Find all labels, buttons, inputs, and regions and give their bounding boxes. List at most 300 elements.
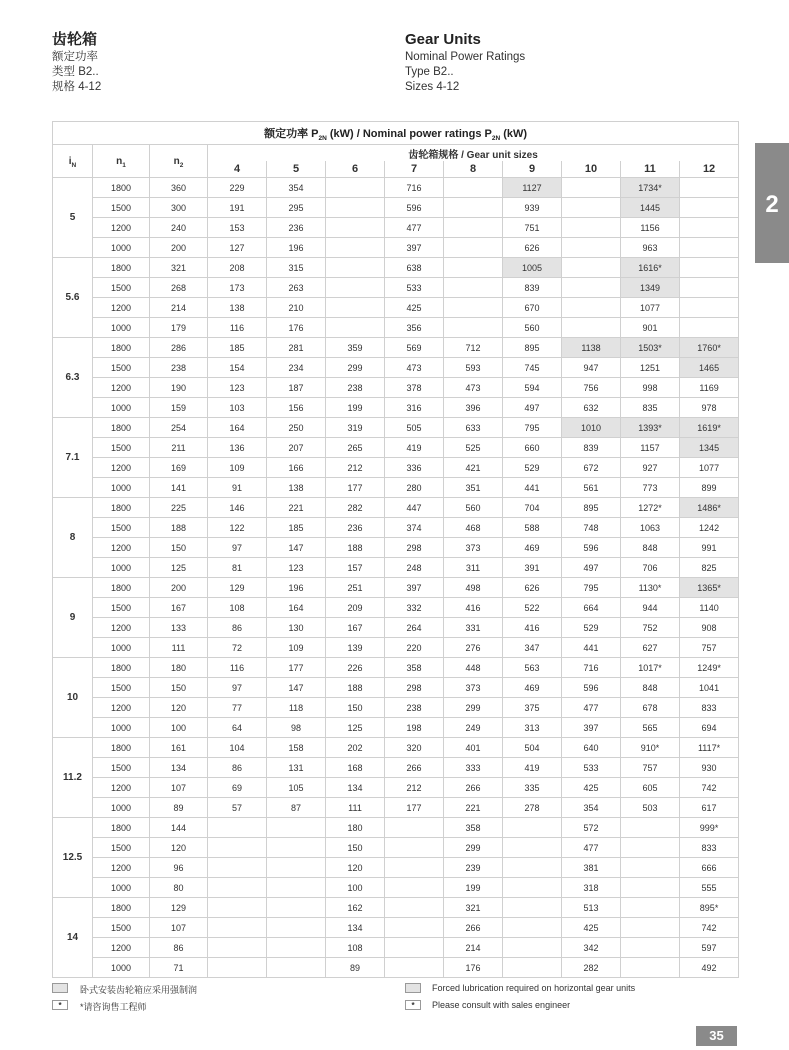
power-cell: 164 xyxy=(267,598,326,618)
power-cell: 299 xyxy=(444,698,503,718)
col-header-n2: $n_2$ xyxy=(150,145,208,178)
power-cell: 477 xyxy=(562,698,621,718)
n2-cell: 225 xyxy=(150,498,208,518)
size-header: 5 xyxy=(267,161,326,178)
col-header-in: $i_N$ xyxy=(53,145,93,178)
table-row xyxy=(53,758,739,778)
power-cell xyxy=(208,918,267,938)
power-cell: 497 xyxy=(562,558,621,578)
n1-cell: 1200 xyxy=(93,378,150,398)
power-cell: 833 xyxy=(680,698,739,718)
ratio-cell: 5.6 xyxy=(53,258,93,338)
power-cell: 122 xyxy=(208,518,267,538)
power-cell: 839 xyxy=(562,438,621,458)
power-cell: 477 xyxy=(562,838,621,858)
power-cell: 448 xyxy=(444,658,503,678)
power-cell: 504 xyxy=(503,738,562,758)
power-cell: 116 xyxy=(208,318,267,338)
power-cell: 397 xyxy=(562,718,621,738)
power-cell: 1393* xyxy=(621,418,680,438)
power-cell: 147 xyxy=(267,538,326,558)
power-cell xyxy=(385,898,444,918)
legend-cn-gray: 卧式安装齿轮箱应采用强制润 xyxy=(80,985,198,995)
power-ratings-table xyxy=(52,121,739,978)
power-cell xyxy=(621,958,680,978)
power-cell: 266 xyxy=(385,758,444,778)
power-cell: 441 xyxy=(562,638,621,658)
n1-cell: 1200 xyxy=(93,778,150,798)
power-cell: 773 xyxy=(621,478,680,498)
n2-cell: 141 xyxy=(150,478,208,498)
power-cell: 105 xyxy=(267,778,326,798)
power-cell xyxy=(562,278,621,298)
power-cell: 123 xyxy=(267,558,326,578)
header-english xyxy=(405,30,525,95)
power-cell xyxy=(503,938,562,958)
legend-en-star: Please consult with sales engineer xyxy=(432,1000,571,1010)
power-cell: 123 xyxy=(208,378,267,398)
power-cell: 91 xyxy=(208,478,267,498)
power-cell xyxy=(326,198,385,218)
n2-cell: 211 xyxy=(150,438,208,458)
power-cell: 318 xyxy=(562,878,621,898)
power-cell: 670 xyxy=(503,298,562,318)
power-cell: 131 xyxy=(267,758,326,778)
table-title: 额定功率 $P_{2N}$ (kW) / Nominal power ratings $P_{2N}$ (kW) xyxy=(53,122,739,145)
table-row xyxy=(53,678,739,698)
power-cell: 281 xyxy=(267,338,326,358)
power-cell: 234 xyxy=(267,358,326,378)
power-cell: 910* xyxy=(621,738,680,758)
power-cell: 177 xyxy=(326,478,385,498)
power-cell: 835 xyxy=(621,398,680,418)
power-cell: 238 xyxy=(385,698,444,718)
n1-cell: 1500 xyxy=(93,358,150,378)
power-cell: 342 xyxy=(562,938,621,958)
power-cell: 320 xyxy=(385,738,444,758)
power-cell: 529 xyxy=(503,458,562,478)
n2-cell: 167 xyxy=(150,598,208,618)
power-cell: 103 xyxy=(208,398,267,418)
n2-cell: 120 xyxy=(150,838,208,858)
power-cell: 533 xyxy=(385,278,444,298)
power-cell xyxy=(562,238,621,258)
n2-cell: 169 xyxy=(150,458,208,478)
power-cell: 358 xyxy=(444,818,503,838)
n1-cell: 1000 xyxy=(93,798,150,818)
power-cell: 626 xyxy=(503,238,562,258)
power-cell: 908 xyxy=(680,618,739,638)
power-cell: 298 xyxy=(385,538,444,558)
table-row xyxy=(53,258,739,278)
power-cell: 391 xyxy=(503,558,562,578)
power-cell: 108 xyxy=(326,938,385,958)
power-cell: 441 xyxy=(503,478,562,498)
table-row xyxy=(53,318,739,338)
power-cell: 640 xyxy=(562,738,621,758)
power-cell xyxy=(208,818,267,838)
size-header: 9 xyxy=(503,161,562,178)
power-cell: 100 xyxy=(326,878,385,898)
power-cell: 118 xyxy=(267,698,326,718)
power-cell: 939 xyxy=(503,198,562,218)
power-cell: 188 xyxy=(326,678,385,698)
power-cell: 416 xyxy=(444,598,503,618)
n1-cell: 1000 xyxy=(93,478,150,498)
n1-cell: 1500 xyxy=(93,198,150,218)
power-cell: 321 xyxy=(444,898,503,918)
legend-gray-swatch-en xyxy=(405,983,421,993)
power-cell xyxy=(680,178,739,198)
power-cell: 188 xyxy=(326,538,385,558)
section-tab: 2 xyxy=(755,143,789,263)
power-cell: 839 xyxy=(503,278,562,298)
n2-cell: 100 xyxy=(150,718,208,738)
power-cell: 315 xyxy=(267,258,326,278)
table-row xyxy=(53,638,739,658)
power-cell xyxy=(326,258,385,278)
size-header: 4 xyxy=(208,161,267,178)
table-row xyxy=(53,838,739,858)
power-cell xyxy=(326,298,385,318)
power-cell xyxy=(267,958,326,978)
power-cell xyxy=(385,818,444,838)
table-row xyxy=(53,178,739,198)
power-cell: 638 xyxy=(385,258,444,278)
power-cell: 319 xyxy=(326,418,385,438)
table-row xyxy=(53,438,739,458)
ratio-cell: 6.3 xyxy=(53,338,93,418)
n1-cell: 1200 xyxy=(93,858,150,878)
power-cell xyxy=(621,878,680,898)
power-cell: 991 xyxy=(680,538,739,558)
power-cell: 999* xyxy=(680,818,739,838)
power-cell xyxy=(621,918,680,938)
power-cell: 351 xyxy=(444,478,503,498)
power-cell: 176 xyxy=(444,958,503,978)
power-cell: 173 xyxy=(208,278,267,298)
power-cell: 146 xyxy=(208,498,267,518)
header-en-title: Gear Units xyxy=(405,31,481,48)
power-cell: 378 xyxy=(385,378,444,398)
power-cell: 756 xyxy=(562,378,621,398)
power-cell: 111 xyxy=(326,798,385,818)
power-cell: 311 xyxy=(444,558,503,578)
n2-cell: 159 xyxy=(150,398,208,418)
power-cell xyxy=(503,818,562,838)
power-cell: 632 xyxy=(562,398,621,418)
power-cell: 375 xyxy=(503,698,562,718)
n1-cell: 1000 xyxy=(93,878,150,898)
n2-cell: 71 xyxy=(150,958,208,978)
power-cell: 716 xyxy=(385,178,444,198)
power-cell: 226 xyxy=(326,658,385,678)
power-cell: 164 xyxy=(208,418,267,438)
table-row xyxy=(53,298,739,318)
power-cell: 895* xyxy=(680,898,739,918)
ratio-cell: 11.2 xyxy=(53,738,93,818)
table-row xyxy=(53,238,739,258)
power-cell xyxy=(208,858,267,878)
n2-cell: 107 xyxy=(150,778,208,798)
n1-cell: 1800 xyxy=(93,178,150,198)
power-cell: 1127 xyxy=(503,178,562,198)
n2-cell: 129 xyxy=(150,898,208,918)
power-cell: 605 xyxy=(621,778,680,798)
power-cell: 299 xyxy=(444,838,503,858)
ratio-cell: 8 xyxy=(53,498,93,578)
power-cell: 153 xyxy=(208,218,267,238)
power-cell: 706 xyxy=(621,558,680,578)
power-cell xyxy=(562,198,621,218)
power-cell: 419 xyxy=(503,758,562,778)
power-cell xyxy=(208,898,267,918)
power-cell: 561 xyxy=(562,478,621,498)
n1-cell: 1200 xyxy=(93,458,150,478)
n2-cell: 144 xyxy=(150,818,208,838)
power-cell: 158 xyxy=(267,738,326,758)
power-cell xyxy=(208,958,267,978)
power-cell: 209 xyxy=(326,598,385,618)
power-cell xyxy=(267,858,326,878)
n2-cell: 180 xyxy=(150,658,208,678)
table-row xyxy=(53,798,739,818)
n1-cell: 1000 xyxy=(93,638,150,658)
power-cell: 196 xyxy=(267,238,326,258)
table-row xyxy=(53,478,739,498)
power-cell xyxy=(385,838,444,858)
power-cell: 1503* xyxy=(621,338,680,358)
n2-cell: 214 xyxy=(150,298,208,318)
power-cell: 187 xyxy=(267,378,326,398)
power-cell: 1077 xyxy=(680,458,739,478)
power-cell xyxy=(680,258,739,278)
power-cell: 660 xyxy=(503,438,562,458)
power-cell: 447 xyxy=(385,498,444,518)
power-cell: 335 xyxy=(503,778,562,798)
power-cell: 416 xyxy=(503,618,562,638)
power-cell: 1486* xyxy=(680,498,739,518)
power-cell: 298 xyxy=(385,678,444,698)
power-cell: 563 xyxy=(503,658,562,678)
power-cell: 497 xyxy=(503,398,562,418)
n2-cell: 133 xyxy=(150,618,208,638)
power-cell: 280 xyxy=(385,478,444,498)
page-number: 35 xyxy=(696,1026,737,1046)
power-cell: 757 xyxy=(621,758,680,778)
header-en-line3: Sizes 4-12 xyxy=(405,81,460,93)
power-cell: 895 xyxy=(562,498,621,518)
power-cell: 397 xyxy=(385,578,444,598)
power-cell: 1619* xyxy=(680,418,739,438)
n1-cell: 1500 xyxy=(93,518,150,538)
power-cell: 129 xyxy=(208,578,267,598)
power-cell xyxy=(385,918,444,938)
power-cell: 381 xyxy=(562,858,621,878)
table-row xyxy=(53,938,739,958)
power-cell: 825 xyxy=(680,558,739,578)
power-cell: 1249* xyxy=(680,658,739,678)
power-cell: 374 xyxy=(385,518,444,538)
n1-cell: 1000 xyxy=(93,558,150,578)
power-cell xyxy=(444,258,503,278)
power-cell: 473 xyxy=(444,378,503,398)
n2-cell: 300 xyxy=(150,198,208,218)
power-cell: 1130* xyxy=(621,578,680,598)
power-cell: 529 xyxy=(562,618,621,638)
power-cell xyxy=(562,178,621,198)
power-cell: 978 xyxy=(680,398,739,418)
table-row xyxy=(53,898,739,918)
power-cell xyxy=(562,258,621,278)
n1-cell: 1800 xyxy=(93,578,150,598)
power-cell: 120 xyxy=(326,858,385,878)
power-cell: 87 xyxy=(267,798,326,818)
power-cell: 947 xyxy=(562,358,621,378)
power-cell: 752 xyxy=(621,618,680,638)
power-cell: 77 xyxy=(208,698,267,718)
table-row xyxy=(53,278,739,298)
power-cell xyxy=(267,878,326,898)
power-cell xyxy=(444,178,503,198)
power-cell xyxy=(326,238,385,258)
power-cell: 626 xyxy=(503,578,562,598)
power-cell xyxy=(326,278,385,298)
power-cell: 1157 xyxy=(621,438,680,458)
n2-cell: 111 xyxy=(150,638,208,658)
power-cell: 419 xyxy=(385,438,444,458)
header-en-line1: Nominal Power Ratings xyxy=(405,51,526,63)
power-cell xyxy=(208,838,267,858)
power-cell: 525 xyxy=(444,438,503,458)
power-cell: 596 xyxy=(562,538,621,558)
power-cell: 672 xyxy=(562,458,621,478)
power-cell: 396 xyxy=(444,398,503,418)
ratio-cell: 5 xyxy=(53,178,93,258)
power-cell: 177 xyxy=(267,658,326,678)
power-cell: 282 xyxy=(326,498,385,518)
power-cell: 930 xyxy=(680,758,739,778)
power-cell: 469 xyxy=(503,538,562,558)
n1-cell: 1800 xyxy=(93,898,150,918)
size-header: 12 xyxy=(680,161,739,178)
power-cell: 336 xyxy=(385,458,444,478)
power-cell: 704 xyxy=(503,498,562,518)
n2-cell: 150 xyxy=(150,678,208,698)
power-cell: 425 xyxy=(562,778,621,798)
n1-cell: 1200 xyxy=(93,938,150,958)
power-cell: 198 xyxy=(385,718,444,738)
power-cell xyxy=(444,298,503,318)
power-cell: 565 xyxy=(621,718,680,738)
power-cell xyxy=(503,878,562,898)
power-cell: 221 xyxy=(444,798,503,818)
n1-cell: 1200 xyxy=(93,298,150,318)
power-cell: 998 xyxy=(621,378,680,398)
power-cell: 944 xyxy=(621,598,680,618)
power-cell: 333 xyxy=(444,758,503,778)
power-cell: 742 xyxy=(680,778,739,798)
n1-cell: 1000 xyxy=(93,718,150,738)
power-cell: 212 xyxy=(385,778,444,798)
table-row xyxy=(53,518,739,538)
power-cell: 264 xyxy=(385,618,444,638)
power-cell xyxy=(267,838,326,858)
table-row xyxy=(53,358,739,378)
power-cell: 596 xyxy=(562,678,621,698)
power-cell: 572 xyxy=(562,818,621,838)
n2-cell: 286 xyxy=(150,338,208,358)
table-row xyxy=(53,858,739,878)
n2-cell: 80 xyxy=(150,878,208,898)
power-cell xyxy=(680,218,739,238)
table-row xyxy=(53,958,739,978)
power-cell: 963 xyxy=(621,238,680,258)
power-cell: 468 xyxy=(444,518,503,538)
power-cell xyxy=(680,298,739,318)
table-row xyxy=(53,538,739,558)
n1-cell: 1200 xyxy=(93,618,150,638)
n1-cell: 1800 xyxy=(93,738,150,758)
power-cell: 742 xyxy=(680,918,739,938)
power-cell: 185 xyxy=(267,518,326,538)
legend-star-swatch-en: * xyxy=(405,1000,421,1010)
power-cell: 757 xyxy=(680,638,739,658)
n2-cell: 360 xyxy=(150,178,208,198)
n2-cell: 200 xyxy=(150,578,208,598)
power-cell xyxy=(385,858,444,878)
table-row xyxy=(53,718,739,738)
power-cell xyxy=(444,238,503,258)
power-cell: 1734* xyxy=(621,178,680,198)
power-cell: 154 xyxy=(208,358,267,378)
power-cell: 513 xyxy=(562,898,621,918)
header-cn-line3: 规格 4-12 xyxy=(52,81,102,93)
n2-cell: 161 xyxy=(150,738,208,758)
power-cell xyxy=(621,938,680,958)
col-header-n1: $n_1$ xyxy=(93,145,150,178)
sizes-label: 齿轮箱规格 / Gear unit sizes xyxy=(208,145,739,162)
n2-cell: 150 xyxy=(150,538,208,558)
n2-cell: 238 xyxy=(150,358,208,378)
ratio-cell: 10 xyxy=(53,658,93,738)
power-cell: 134 xyxy=(326,918,385,938)
power-cell: 795 xyxy=(562,578,621,598)
power-cell: 597 xyxy=(680,938,739,958)
power-cell: 236 xyxy=(267,218,326,238)
table-row xyxy=(53,458,739,478)
ratio-cell: 7.1 xyxy=(53,418,93,498)
power-cell: 848 xyxy=(621,538,680,558)
power-cell: 901 xyxy=(621,318,680,338)
power-cell: 220 xyxy=(385,638,444,658)
power-cell: 492 xyxy=(680,958,739,978)
power-cell: 1251 xyxy=(621,358,680,378)
power-cell: 1345 xyxy=(680,438,739,458)
power-cell: 347 xyxy=(503,638,562,658)
power-cell: 214 xyxy=(444,938,503,958)
power-cell xyxy=(503,958,562,978)
power-cell: 373 xyxy=(444,538,503,558)
n1-cell: 1500 xyxy=(93,838,150,858)
power-cell: 250 xyxy=(267,418,326,438)
power-cell xyxy=(562,298,621,318)
table-row xyxy=(53,198,739,218)
power-cell: 421 xyxy=(444,458,503,478)
power-cell xyxy=(503,898,562,918)
n1-cell: 1000 xyxy=(93,238,150,258)
power-cell: 166 xyxy=(267,458,326,478)
